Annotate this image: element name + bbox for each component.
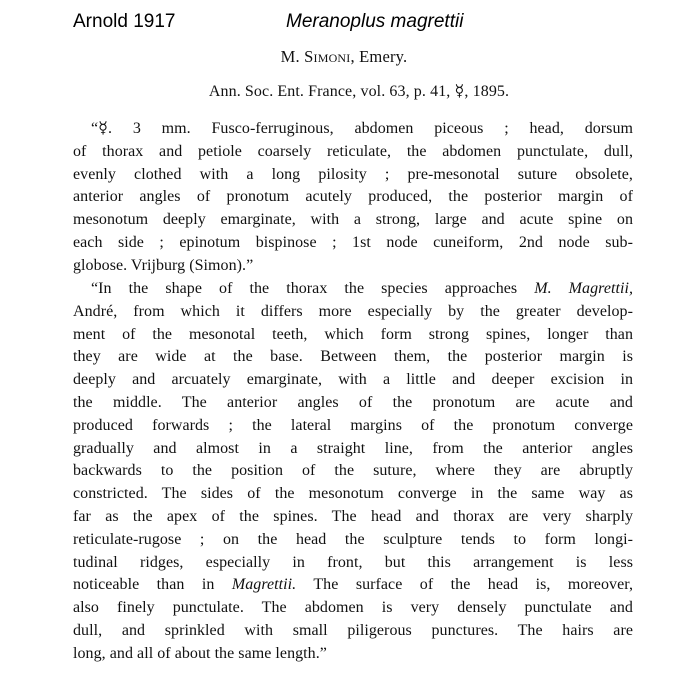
text-line: gradually and almost in a straight line, from the anterior angles <box>73 439 633 457</box>
header-taxon-name: Meranoplus magrettii <box>286 11 464 32</box>
text-fragment: The surface of the head is, moreover, <box>296 576 634 594</box>
italic-species-name: M. Magrettii, <box>534 280 633 297</box>
text-line: André, from which it differs more especially by the greater develop- <box>73 302 633 320</box>
text-line: long, and all of about the same length.” <box>73 644 327 662</box>
text-line: far as the apex of the spines. The head and thorax are very sharply <box>73 507 633 525</box>
text-line: “☿. 3 mm. Fusco-ferruginous, abdomen piceous ; head, dorsum <box>91 120 633 137</box>
text-line: dull, and sprinkled with small piligerous punctures. The hairs are <box>73 621 633 639</box>
paragraph-comparison <box>73 278 633 666</box>
species-prefix: M. <box>280 47 300 66</box>
text-line <box>73 574 633 597</box>
header-author-year: Arnold 1917 <box>73 11 176 32</box>
text-line: also finely punctulate. The abdomen is very densely punctulate and <box>73 599 633 617</box>
species-heading <box>0 46 688 68</box>
text-line: tudinal ridges, especially in front, but this arrangement is less <box>73 553 633 571</box>
text-fragment: “In the shape of the thorax the species approaches <box>91 280 535 297</box>
text-line: deeply and arcuately emarginate, with a little and deeper excision in <box>73 371 633 389</box>
text-line: reticulate-rugose ; on the head the sculpture tends to form longi- <box>73 530 633 548</box>
text-line: they are wide at the base. Between them, the posterior margin is <box>73 348 633 366</box>
species-author: Simoni <box>304 47 351 66</box>
text-line: globose. Vrijburg (Simon).” <box>73 256 254 274</box>
text-fragment: noticeable than in <box>73 576 232 594</box>
text-line: the middle. The anterior angles of the pronotum are acute and <box>73 393 633 411</box>
text-line: of thorax and petiole coarsely reticulate, the abdomen punctulate, dull, <box>73 142 633 160</box>
text-line: constricted. The sides of the mesonotum converge in the same way as <box>73 485 633 503</box>
species-suffix: , Emery. <box>350 47 408 66</box>
text-line: mesonotum deeply emarginate, with a strong, large and acute spine on <box>73 211 633 229</box>
italic-species-name: Magrettii. <box>231 576 297 594</box>
text-line: evenly clothed with a long pilosity ; pre-mesonotal suture obsolete, <box>73 165 633 183</box>
text-line: ment of the mesonotal teeth, which form strong spines, longer than <box>73 325 633 343</box>
text-line: backwards to the position of the suture, where they are abruptly <box>73 462 633 480</box>
text-line <box>73 278 633 301</box>
citation-line: Ann. Soc. Ent. France, vol. 63, p. 41, ☿, 1895. <box>208 83 510 100</box>
text-line: each side ; epinotum bispinose ; 1st node cuneiform, 2nd node sub- <box>73 233 633 251</box>
text-line: produced forwards ; the lateral margins of the pronotum converge <box>73 416 633 434</box>
text-line: anterior angles of pronotum acutely produced, the posterior margin of <box>73 188 633 206</box>
paragraph-description <box>73 118 633 278</box>
